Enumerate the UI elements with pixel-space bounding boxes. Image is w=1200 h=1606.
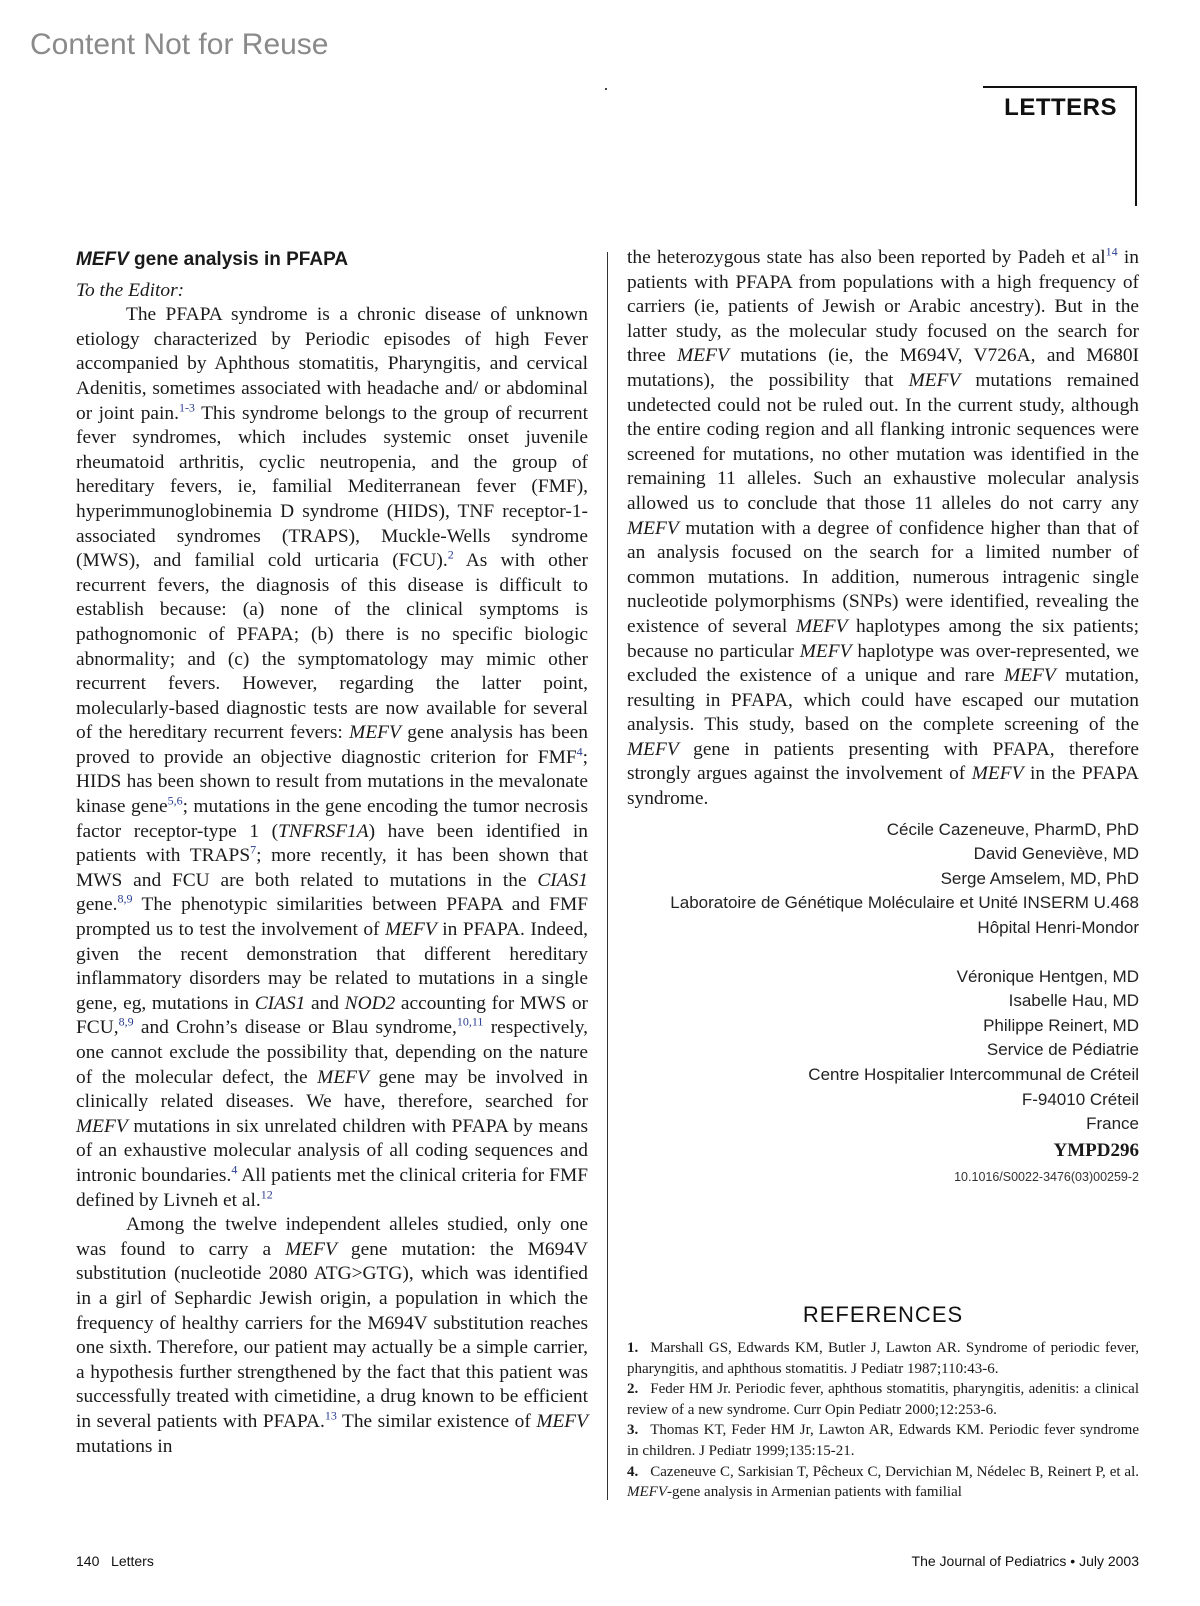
gene-name: MEFV — [385, 919, 437, 941]
text-run: The similar existence of — [336, 1410, 537, 1432]
footer-page-label: 140 Letters — [76, 1553, 154, 1569]
reference-item — [627, 1462, 1139, 1503]
text-run: All patients met the clinical criteria for FMF defined by Livneh et al. — [76, 1164, 588, 1211]
affiliation-line: France — [1086, 1114, 1139, 1134]
reference-number: 2. — [627, 1381, 639, 1398]
citation: 8,9 — [118, 1014, 134, 1029]
gene-name: CIAS1 — [537, 869, 588, 891]
gene-name: MEFV — [627, 738, 679, 760]
citation: 8,9 — [117, 891, 133, 906]
reference-text: Cazeneuve C, Sarkisian T, Pêcheux C, Dervichian M, Nédelec B, Reinert P, et al. — [650, 1463, 1139, 1480]
gene-name: MEFV — [677, 345, 729, 367]
text-run: The phenotypic similarities between PFAPA and FMF prompted us to test the involvement of — [76, 894, 588, 941]
paragraph-3 — [627, 246, 1139, 812]
text-run: and — [305, 992, 345, 1014]
gene-name: MEFV — [908, 369, 961, 391]
text-run: Among the twelve independent alleles studied, only one was found to carry a — [76, 1214, 588, 1260]
text-run: in the PFAPA syndrome. — [627, 763, 1140, 810]
author-line: Cécile Cazeneuve, PharmD, PhD — [886, 819, 1139, 839]
text-run: As with other recurrent fevers, the diagnosis of this disease is difficult to establish because: (a) none of the clinical symptoms is pathognomonic of PFAPA; (b) there is no specific biologic abnormality; and (c) the symptomatology may mimic other recurrent fevers. However, regarding the latter point, molecularly-based diagnostic tests are now available for several of the hereditary recurrent fevers: — [76, 550, 588, 744]
salutation: To the Editor: — [76, 279, 185, 301]
text-run: The PFAPA syndrome is a chronic disease of unknown etiology characterized by Periodic episodes of high Fever accompanied by Aphthous stomatitis, Pharyngitis, and cervical Adenitis, sometimes associated with headache and/ or abdominal or joint pain. — [76, 304, 588, 424]
left-column — [76, 246, 588, 1459]
manuscript-code: YMPD296 — [1053, 1139, 1139, 1161]
paragraph-1 — [76, 303, 588, 1213]
gene-name: MEFV — [76, 1115, 128, 1137]
text-run: gene. — [76, 894, 118, 916]
text-run: ; more recently, it has been shown that MWS and FCU are both related to mutations in the — [76, 845, 588, 891]
reference-list — [627, 1338, 1139, 1503]
gene-name: NOD2 — [344, 992, 396, 1014]
author-line: Véronique Hentgen, MD — [956, 966, 1139, 986]
affiliation-line: Hôpital Henri-Mondor — [977, 918, 1139, 938]
section-label: LETTERS — [1004, 94, 1117, 121]
column-divider — [607, 252, 608, 1500]
text-run: in PFAPA. Indeed, given the recent demonstration that different hereditary inflammatory disorders may be related to mutations in a single gene, eg, mutations in — [76, 919, 588, 1014]
text-run: gene mutation: the M694V substitution (nucleotide 2080 ATG>GTG), which was identified in a girl of Sephardic Jewish origin, a population in which the frequency of healthy carriers for the M694V substitution reaches one sixth. Therefore, our patient may actually be a simple carrier, a hypothesis further strengthened by the fact that this patient was successfully treated with cimetidine, a drug known to be efficient in several patients with PFAPA. — [76, 1238, 588, 1432]
title-text: gene analysis in PFAPA — [128, 249, 349, 270]
gene-name: MEFV — [285, 1238, 337, 1260]
gene-name: MEFV — [971, 763, 1024, 785]
text-run: gene in patients presenting with PFAPA, therefore strongly argues against the involvement of — [627, 738, 1139, 785]
text-run: mutation with a degree of confidence higher than that of an analysis focused on the search for a limited number of common mutations. In addition, numerous intragenic single nucleotide polymorphisms (SNPs) were identified, revealing the existence of several — [627, 517, 1139, 637]
gene-name: CIAS1 — [254, 992, 306, 1014]
text-run: respectively, one cannot exclude the possibility that, depending on the nature of the molecular defect, the — [76, 1017, 588, 1088]
gene-name: MEFV — [317, 1066, 369, 1088]
references-heading: REFERENCES — [802, 1302, 964, 1327]
reference-number: 4. — [627, 1463, 639, 1480]
reference-item — [627, 1379, 1139, 1420]
section-header-box — [983, 86, 1137, 206]
stray-dot — [605, 88, 607, 90]
text-run: haplotypes among the six patients; because no particular — [627, 615, 1139, 662]
reference-item — [627, 1420, 1139, 1461]
citation: 4 — [576, 744, 583, 759]
text-run: the heterozygous state has also been reported by Padeh et al — [627, 247, 1106, 268]
text-run: in patients with PFAPA from populations with a high frequency of carriers (ie, patients of Jewish or Arabic ancestry). But in the latter study, as the molecular study focused on the search for three — [627, 247, 1139, 367]
citation: 1-3 — [178, 400, 195, 415]
title-gene: MEFV — [76, 249, 129, 270]
citation: 12 — [260, 1187, 273, 1202]
text-run: ) have been identified in patients with TRAPS — [76, 820, 588, 867]
doi: 10.1016/S0022-3476(03)00259-2 — [954, 1170, 1139, 1185]
citation: 14 — [1105, 244, 1118, 259]
gene-name: MEFV — [627, 517, 679, 539]
text-run: mutation, resulting in PFAPA, which could have escaped our mutation analysis. This study, based on the complete screening of the — [627, 665, 1139, 736]
right-column — [627, 246, 1139, 1190]
affiliation-line: Service de Pédiatrie — [986, 1040, 1139, 1060]
gene-name: MEFV — [795, 615, 848, 637]
gene-name: MEFV — [1004, 665, 1056, 687]
text-run: haplotype was over-represented, we excluded the existence of a unique and rare — [627, 640, 1139, 687]
reference-number: 1. — [627, 1340, 639, 1356]
gene-name: MEFV — [799, 640, 852, 662]
footer-journal: The Journal of Pediatrics • July 2003 — [911, 1553, 1139, 1569]
citation: 4 — [231, 1162, 238, 1177]
text-run: and Crohn’s disease or Blau syndrome, — [133, 1017, 457, 1039]
text-run: gene analysis has been proved to provide an objective diagnostic criterion for FMF — [76, 722, 588, 768]
author-line: Serge Amselem, MD, PhD — [940, 868, 1139, 888]
reference-number: 3. — [627, 1422, 639, 1439]
gene-name: MEFV — [627, 1484, 667, 1501]
author-line: David Geneviève, MD — [973, 844, 1139, 864]
citation: 10,11 — [456, 1014, 484, 1029]
reference-text: Thomas KT, Feder HM Jr, Lawton AR, Edwards KM. Periodic fever syndrome in children. J Pediatr 1999;135:15-21. — [627, 1422, 1139, 1459]
text-run: gene may be involved in clinically related diseases. We have, therefore, searched for — [76, 1066, 588, 1113]
text-run: ; mutations in the gene encoding the tumor necrosis factor receptor-type 1 ( — [76, 796, 588, 842]
reference-item — [627, 1338, 1139, 1379]
citation: 5,6 — [167, 793, 183, 808]
affiliation-line: F-94010 Créteil — [1021, 1089, 1139, 1109]
text-run: accounting for MWS or FCU, — [76, 992, 588, 1039]
text-run: This syndrome belongs to the group of recurrent fever syndromes, which includes systemic onset juvenile rheumatoid arthritis, cyclic neutropenia, and the group of hereditary fevers, ie, familial Mediterranean fever (FMF), hyperimmunoglobinemia D syndrome (HIDS), TNF receptor-1-associated syndromes (TRAPS), Muckle-Wells syndrome (MWS), and familial cold urticaria (FCU). — [76, 402, 588, 572]
author-line: Isabelle Hau, MD — [1008, 991, 1139, 1011]
watermark: Content Not for Reuse — [30, 28, 329, 61]
text-run: mutations in — [76, 1435, 173, 1457]
affiliation-line: Laboratoire de Génétique Moléculaire et Unité INSERM U.468 — [670, 893, 1139, 913]
citation: 13 — [324, 1408, 337, 1423]
signature-block — [627, 818, 1139, 1137]
author-line: Philippe Reinert, MD — [983, 1015, 1139, 1035]
reference-text: Marshall GS, Edwards KM, Butler J, Lawton AR. Syndrome of periodic fever, pharyngitis, and aphthous stomatitis. J Pediatr 1987;110:43-6. — [627, 1340, 1139, 1377]
gene-name: TNFRSF1A — [278, 820, 369, 842]
gene-name: MEFV — [349, 722, 401, 744]
citation: 2 — [447, 547, 454, 562]
citation: 7 — [250, 842, 257, 857]
text-run: mutations (ie, the M694V, V726A, and M680I mutations), the possibility that — [627, 345, 1139, 391]
reference-text: Feder HM Jr. Periodic fever, aphthous stomatitis, pharyngitis, adenitis: a clinical review of a new syndrome. Curr Opin Pediatr 2000;12:253-6. — [627, 1381, 1139, 1418]
text-run: mutations in six unrelated children with PFAPA by means of an exhaustive molecular analysis of all coding sequences and intronic boundaries. — [76, 1115, 588, 1186]
affiliation-line: Centre Hospitalier Intercommunal de Créteil — [808, 1065, 1139, 1084]
gene-name: MEFV — [536, 1410, 588, 1432]
paragraph-2 — [76, 1213, 588, 1459]
text-run: ; HIDS has been shown to result from mutations in the mevalonate kinase gene — [76, 746, 588, 818]
article-title — [76, 248, 588, 273]
text-run: mutations remained undetected could not be ruled out. In the current study, although the entire coding region and all flanking intronic sequences were screened for mutations, no other mutation was identified in the remaining 11 alleles. Such an exhaustive molecular analysis allowed us to conclude that those 11 alleles do not carry any — [627, 369, 1139, 514]
reference-text: -gene analysis in Armenian patients with familial — [666, 1484, 962, 1501]
